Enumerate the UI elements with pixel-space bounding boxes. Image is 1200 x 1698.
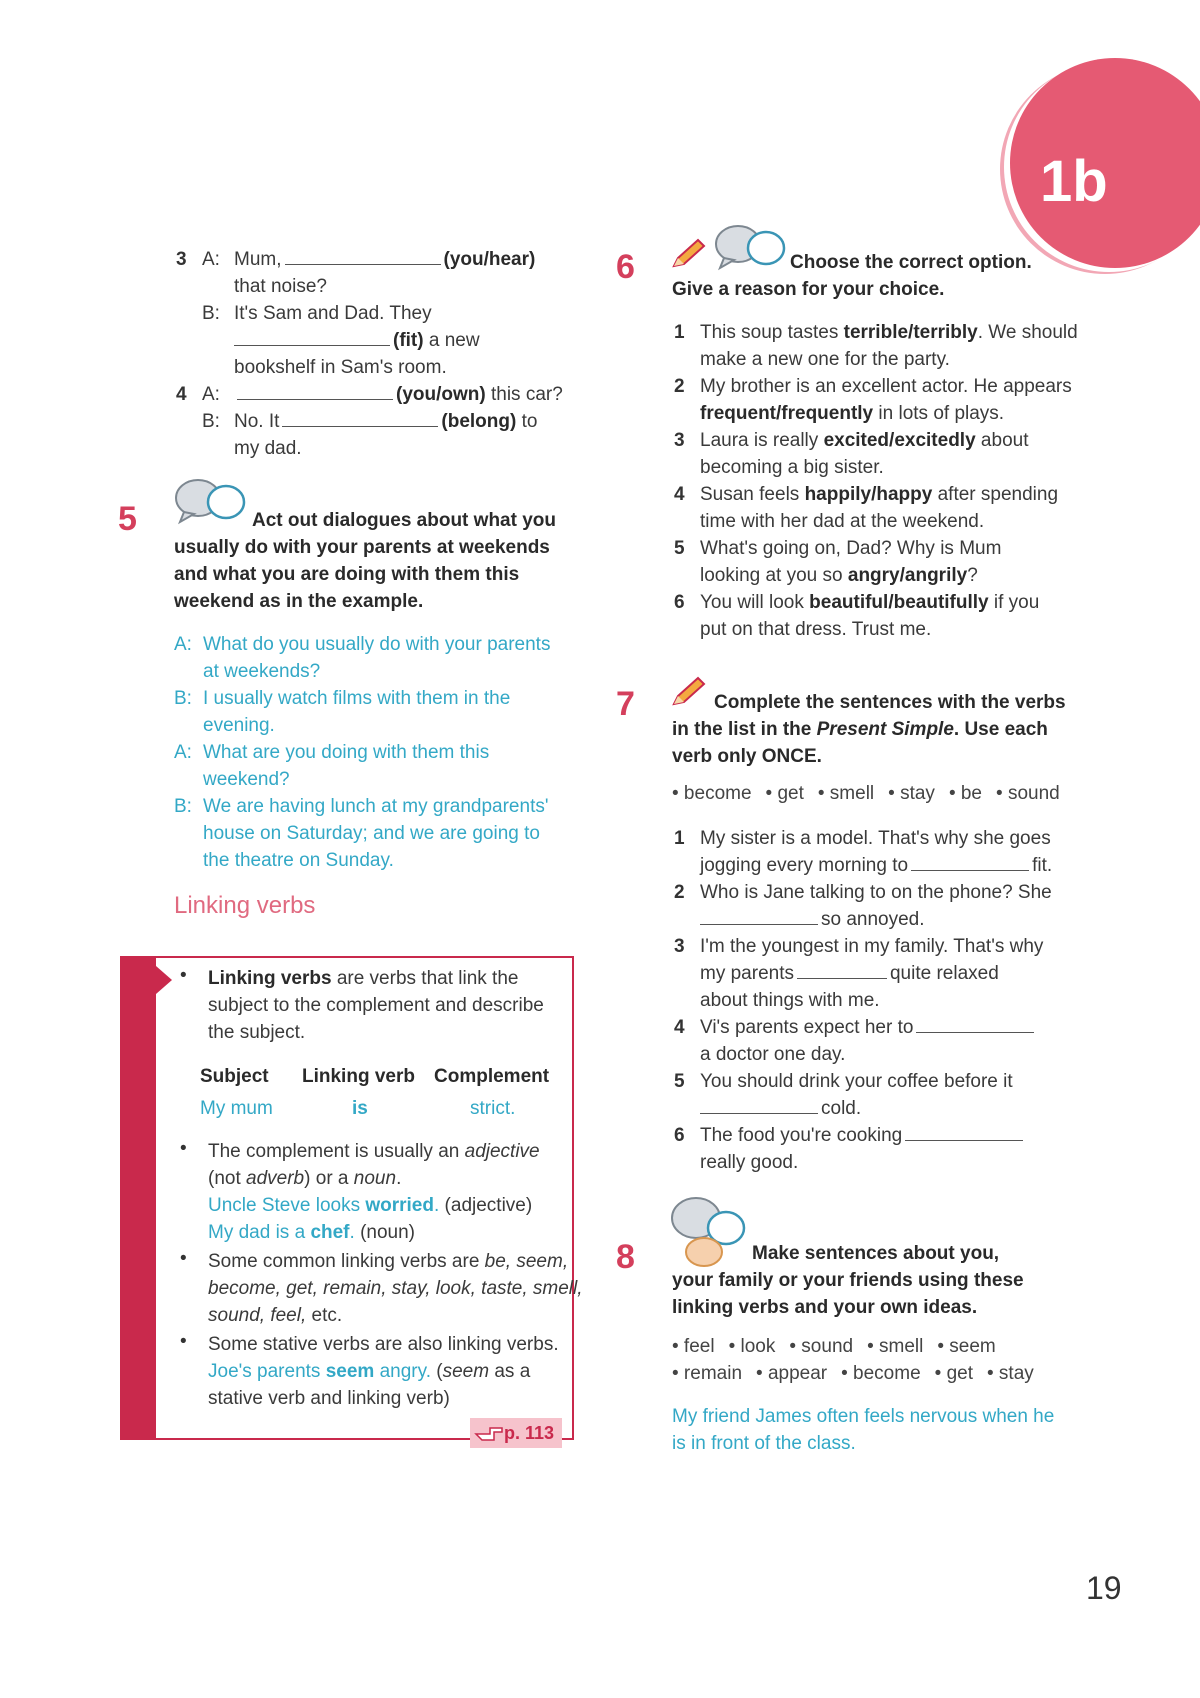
unit-badge: 1b [1040, 149, 1108, 214]
table-header-linking-verb: Linking verb [302, 1066, 415, 1087]
answer-blank[interactable] [234, 327, 390, 346]
speech-bubbles-icon [712, 222, 788, 272]
dialogue-line: weekend? [203, 769, 290, 790]
rule-line: (not adverb) or a noun. [208, 1168, 402, 1189]
ex-item-3-b: B: It's Sam and Dad. They [202, 303, 432, 324]
dialogue-line: house on Saturday; and we are going to [203, 823, 540, 844]
dialogue-line: evening. [203, 715, 275, 736]
ex8-instruction-line1: Make sentences about you, [752, 1243, 1000, 1264]
ex7-item-5: 5 You should drink your coffee before it [674, 1071, 1013, 1092]
answer-blank[interactable] [237, 381, 393, 400]
table-header-subject: Subject [200, 1066, 269, 1087]
rule-line: the subject. [208, 1022, 306, 1043]
ex6-item-6: 6 You will look beautiful/beautifully if you [674, 592, 1040, 613]
grammar-box-notch [156, 966, 172, 994]
ex5-instruction-line4: weekend as in the example. [174, 591, 424, 612]
rule-line: Some common linking verbs are be, seem, [208, 1251, 569, 1272]
exercise-number-7: 7 [616, 685, 635, 723]
ex7-item-3: 3 I'm the youngest in my family. That's why [674, 936, 1044, 957]
ex5-instruction-line2: usually do with your parents at weekends [174, 537, 550, 558]
answer-blank[interactable] [797, 960, 887, 979]
exercise-number-6: 6 [616, 248, 635, 286]
dialogue-line: A: What are you doing with them this [174, 742, 490, 763]
ex6-item-4: 4 Susan feels happily/happy after spending [674, 484, 1059, 505]
speech-bubbles-icon [170, 476, 250, 526]
grammar-reference-link[interactable]: p. 113 [470, 1418, 562, 1448]
answer-blank[interactable] [905, 1122, 1023, 1141]
rule-example: Uncle Steve looks worried. (adjective) [208, 1195, 533, 1216]
table-header-complement: Complement [434, 1066, 550, 1087]
ex7-instruction-line3: verb only ONCE. [672, 746, 822, 767]
ex-item-4-b: B: No. It (belong) to [202, 408, 537, 435]
rule-line: stative verb and linking verb) [208, 1388, 450, 1409]
ex7-item-1: 1 My sister is a model. That's why she goes [674, 828, 1051, 849]
ex6-instruction-line1: Choose the correct option. [790, 252, 1032, 273]
example-answer: is in front of the class. [672, 1433, 856, 1454]
exercise-number-8: 8 [616, 1238, 635, 1276]
dialogue-line: at weekends? [203, 661, 321, 682]
ex6-item-1: 1 This soup tastes terrible/terribly. We should [674, 322, 1078, 343]
answer-blank[interactable] [916, 1014, 1034, 1033]
rule-example: Joe's parents seem angry. (seem as a [208, 1361, 531, 1382]
dialogue-line: A: What do you usually do with your parents [174, 634, 551, 655]
ex6-item-3: 3 Laura is really excited/excitedly about [674, 430, 1029, 451]
ex-item-3-b-line2: (fit) a new [234, 327, 480, 354]
ex7-instruction-line1: Complete the sentences with the verbs [714, 692, 1066, 713]
ex-item-3-a: 3 A: Mum, (you/hear) [176, 246, 535, 273]
table-cell-complement: strict. [470, 1098, 516, 1119]
answer-blank[interactable] [911, 852, 1029, 871]
table-cell-subject: My mum [200, 1098, 273, 1119]
pencil-icon [670, 236, 710, 272]
dialogue-line: B: I usually watch films with them in the [174, 688, 511, 709]
table-cell-verb: is [352, 1098, 368, 1119]
ex8-instruction-line2: your family or your friends using these [672, 1270, 1024, 1291]
pencil-icon [670, 674, 710, 710]
ex7-instruction-line2: in the list in the Present Simple. Use each [672, 719, 1048, 740]
ex-item-3-a-cont: that noise? [234, 276, 327, 297]
rule-line: subject to the complement and describe [208, 995, 544, 1016]
example-answer: My friend James often feels nervous when he [672, 1406, 1055, 1427]
word-list: • become • get • smell • stay • be • sound [672, 783, 1060, 804]
answer-blank[interactable] [282, 408, 438, 427]
ex6-item-2: 2 My brother is an excellent actor. He appears [674, 376, 1072, 397]
pointing-hand-icon [474, 1422, 504, 1444]
exercise-number-5: 5 [118, 500, 137, 538]
ex5-instruction-line1: Act out dialogues about what you [252, 510, 556, 531]
ex-item-4-b-cont: my dad. [234, 438, 302, 459]
speech-bubbles-icon [668, 1192, 752, 1272]
dialogue-line: B: We are having lunch at my grandparents' [174, 796, 549, 817]
ex-item-3-b-cont: bookshelf in Sam's room. [234, 357, 447, 378]
rule-example: My dad is a chef. (noun) [208, 1222, 415, 1243]
ex7-item-4: 4 Vi's parents expect her to [674, 1014, 1037, 1041]
ex8-instruction-line3: linking verbs and your own ideas. [672, 1297, 978, 1318]
ex7-item-6: 6 The food you're cooking [674, 1122, 1026, 1149]
page-number: 19 [1086, 1570, 1122, 1606]
answer-blank[interactable] [700, 906, 818, 925]
rule-line: sound, feel, etc. [208, 1305, 343, 1326]
word-list: • feel • look • sound • smell • seem [672, 1336, 996, 1357]
ex7-item-2: 2 Who is Jane talking to on the phone? She [674, 882, 1052, 903]
ex6-item-5: 5 What's going on, Dad? Why is Mum [674, 538, 1002, 559]
section-heading: Linking verbs [174, 892, 316, 919]
answer-blank[interactable] [700, 1095, 818, 1114]
ex6-instruction-line2: Give a reason for your choice. [672, 279, 945, 300]
rule-line: The complement is usually an adjective [208, 1141, 540, 1162]
rule-line: Linking verbs are verbs that link the [208, 968, 519, 989]
ex-item-4-a: 4 A: (you/own) this car? [176, 381, 563, 408]
ex5-instruction-line3: and what you are doing with them this [174, 564, 520, 585]
rule-line: Some stative verbs are also linking verbs. [208, 1334, 559, 1355]
rule-line: become, get, remain, stay, look, taste, smell, [208, 1278, 583, 1299]
answer-blank[interactable] [285, 246, 441, 265]
dialogue-line: the theatre on Sunday. [203, 850, 394, 871]
grammar-box-bar [120, 956, 156, 1438]
word-list: • remain • appear • become • get • stay [672, 1363, 1034, 1384]
